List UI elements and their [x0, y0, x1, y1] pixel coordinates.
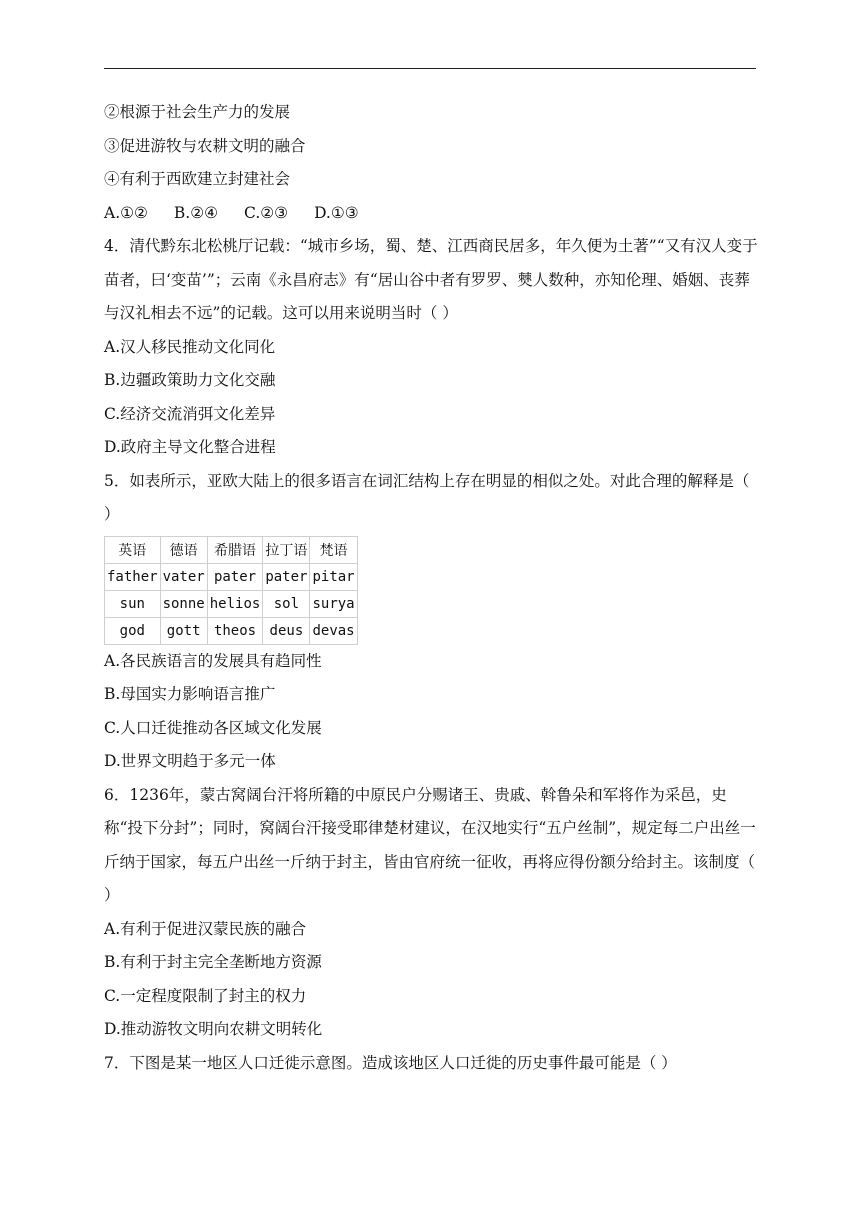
vocabulary-table — [104, 536, 358, 645]
table-cell: sol — [263, 590, 310, 617]
table-cell: devas — [310, 617, 357, 644]
table-cell: surya — [310, 590, 357, 617]
table-cell: pater — [263, 563, 310, 590]
table-row — [105, 563, 358, 590]
q6-option-d[interactable]: D.推动游牧文明向农耕文明转化 — [104, 1020, 323, 1038]
table-header: 希腊语 — [207, 536, 263, 563]
table-cell: gott — [160, 617, 207, 644]
table-cell: sonne — [160, 590, 207, 617]
q5-option-d[interactable]: D.世界文明趋于多元一体 — [104, 752, 276, 770]
q6-stem: 6．1236年，蒙古窝阔台汗将所籍的中原民户分赐诸王、贵戚、斡鲁朵和军将作为采邑，史称“投下分封”；同时，窝阔台汗接受耶律楚材建议，在汉地实行“五户丝制”，规定每二户出丝一斤纳于国家，每五户出丝一斤纳于封主，皆由官府统一征收，再将应得份额分给封主。该制度（ ） — [104, 785, 756, 904]
q3-item-3: ③促进游牧与农耕文明的融合 — [104, 136, 306, 155]
table-header: 拉丁语 — [263, 536, 310, 563]
q3-item-4: ④有利于西欧建立封建社会 — [104, 170, 291, 188]
q4-option-b[interactable]: B.边疆政策助力文化交融 — [104, 371, 276, 389]
q3-option-c[interactable]: C.②③ — [244, 203, 289, 222]
table-header: 梵语 — [310, 536, 357, 563]
q4-stem: 4．清代黔东北松桃厅记载：“城市乡场，蜀、楚、江西商民居多，年久便为土著”“又有汉人变于苗者，曰‘变苗’”；云南《永昌府志》有“居山谷中者有罗罗、僰人数种，亦知伦理、婚姻、丧葬与汉礼相去不远”的记载。这可以用来说明当时（ ） — [104, 237, 758, 322]
q5-option-b[interactable]: B.母国实力影响语言推广 — [104, 685, 276, 703]
table-cell: pitar — [310, 563, 357, 590]
q3-option-a[interactable]: A.①② — [104, 203, 148, 222]
q6-option-b[interactable]: B.有利于封主完全垄断地方资源 — [104, 953, 322, 971]
table-row — [105, 590, 358, 617]
table-cell: vater — [160, 563, 207, 590]
q3-options — [104, 197, 760, 231]
table-cell: sun — [105, 590, 161, 617]
q5-stem: 5．如表所示，亚欧大陆上的很多语言在词汇结构上存在明显的相似之处。对此合理的解释是（ ） — [104, 471, 750, 523]
table-cell: deus — [263, 617, 310, 644]
table-header: 英语 — [105, 536, 161, 563]
q7-stem: 7．下图是某一地区人口迁徙示意图。造成该地区人口迁徙的历史事件最可能是（ ） — [104, 1053, 677, 1072]
q3-option-d[interactable]: D.①③ — [314, 203, 359, 222]
table-cell: theos — [207, 617, 263, 644]
header-rule — [104, 68, 756, 69]
table-cell: pater — [207, 563, 263, 590]
q4-option-a[interactable]: A.汉人移民推动文化同化 — [104, 337, 276, 356]
table-cell: father — [105, 563, 161, 590]
q5-option-c[interactable]: C.人口迁徙推动各区域文化发展 — [104, 718, 322, 737]
q6-option-c[interactable]: C.一定程度限制了封主的权力 — [104, 986, 307, 1005]
table-row — [105, 617, 358, 644]
table-cell: god — [105, 617, 161, 644]
table-header-row — [105, 536, 358, 563]
q3-item-2: ②根源于社会生产力的发展 — [104, 103, 291, 121]
q4-option-d[interactable]: D.政府主导文化整合进程 — [104, 438, 276, 456]
exam-page — [104, 96, 760, 1080]
q5-option-a[interactable]: A.各民族语言的发展具有趋同性 — [104, 651, 322, 670]
table-header: 德语 — [160, 536, 207, 563]
q4-option-c[interactable]: C.经济交流消弭文化差异 — [104, 404, 276, 423]
q3-option-b[interactable]: B.②④ — [173, 203, 219, 222]
q6-option-a[interactable]: A.有利于促进汉蒙民族的融合 — [104, 919, 307, 938]
table-cell: helios — [207, 590, 263, 617]
